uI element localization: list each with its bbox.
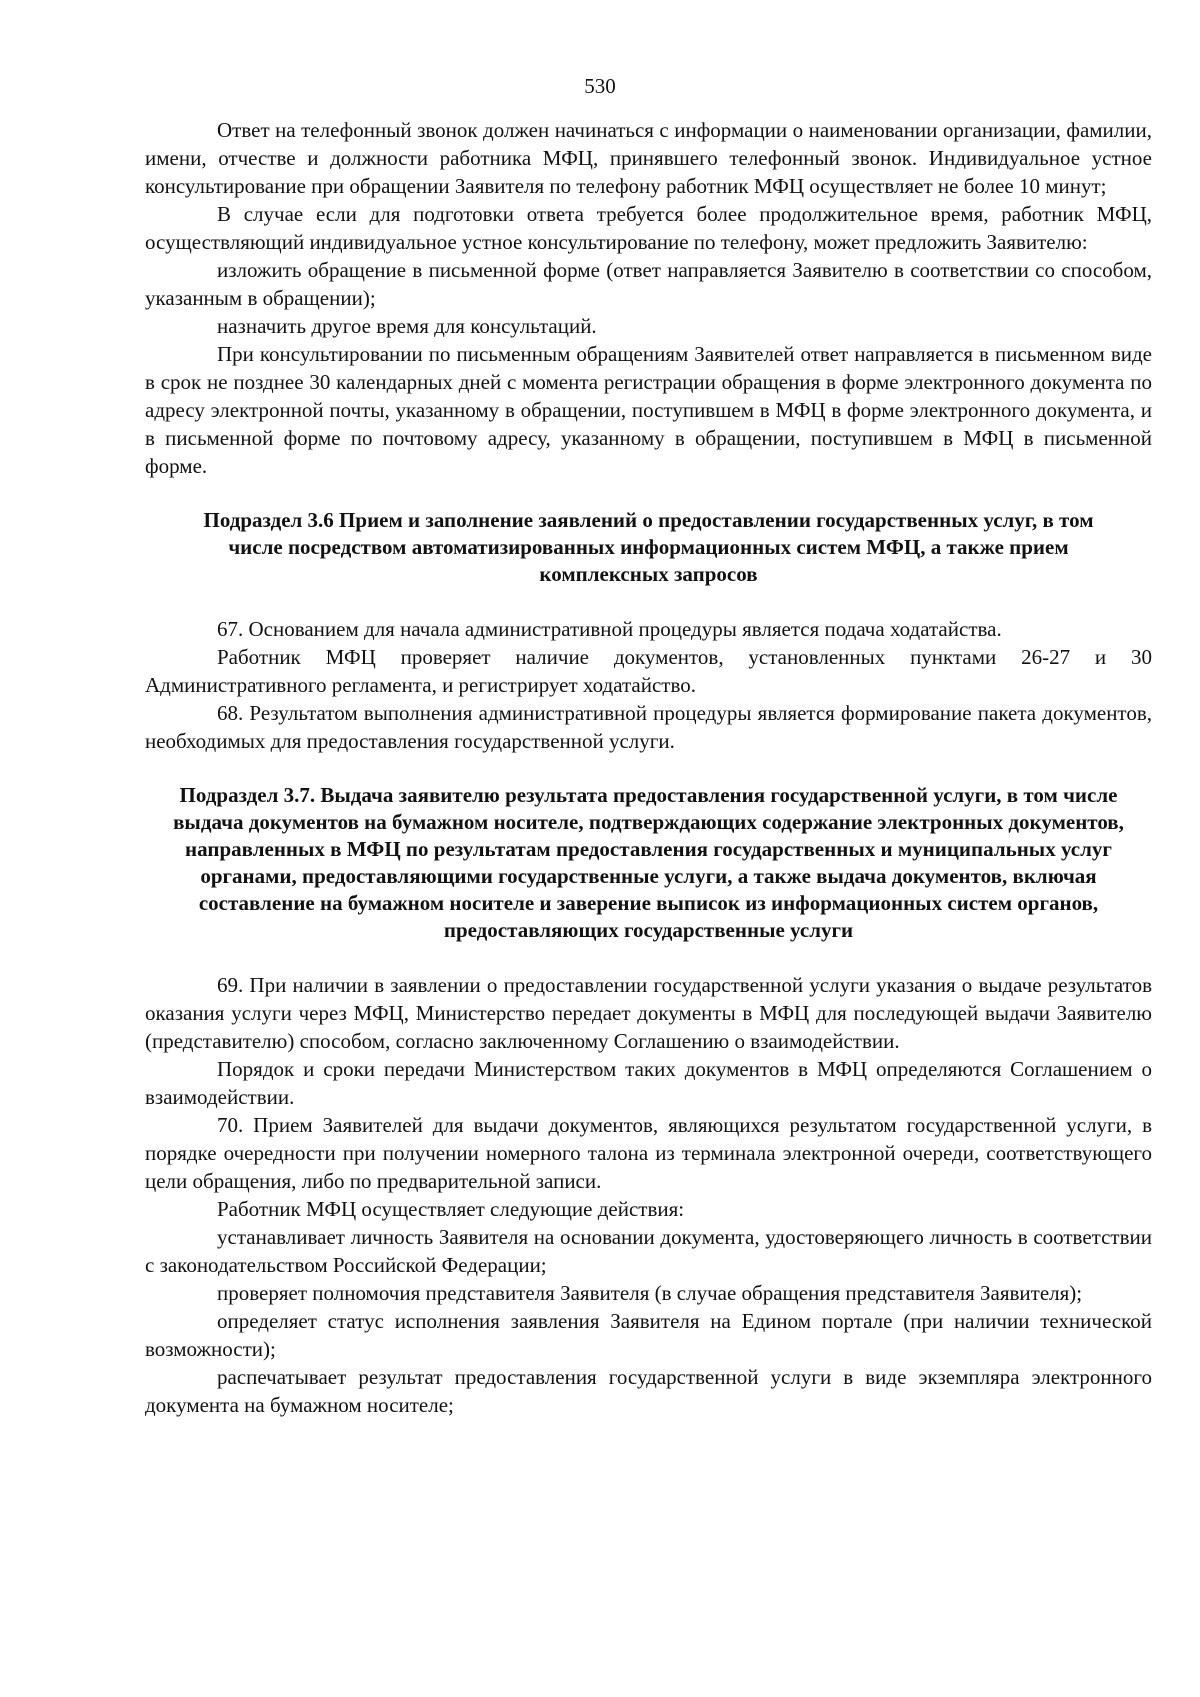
paragraph: При консультировании по письменным обращениям Заявителей ответ направляется в письменном виде в срок не позднее 30 календарных дней с момента регистрации обращения в форме электронного документа по адресу электронной почты, указанному в обращении, поступившем в МФЦ в форме электронного документа, и в письменной форме по почтовому адресу, указанному в обращении, поступившем в МФЦ в письменной форме. [145, 342, 1152, 478]
paragraph: 69. При наличии в заявлении о предоставлении государственной услуги указания о выдаче результатов оказания услуги через МФЦ, Министерство передает документы в МФЦ для последующей выдачи Заявителю (представителю) способом, согласно заключенному Соглашению о взаимодействии. [145, 973, 1152, 1053]
paragraph: определяет статус исполнения заявления Заявителя на Едином портале (при наличии технической возможности); [145, 1309, 1152, 1361]
section-heading: Подраздел 3.7. Выдача заявителю результата предоставления государственной услуги, в том числе выдача документов на бумажном носителе, подтверждающих содержание электронных документов, направленных в МФЦ по результатам предоставления государственных и муниципальных услуг органами, предоставляющими государственные услуги, а также выдача документов, включая составление на бумажном носителе и заверение выписок из информационных систем органов, предоставляющих государственные услуги [173, 783, 1124, 942]
paragraph: изложить обращение в письменной форме (ответ направляется Заявителю в соответствии со способом, указанным в обращении); [145, 258, 1152, 310]
paragraph: 67. Основанием для начала административной процедуры является подача ходатайства. [217, 617, 1002, 641]
spacer [145, 755, 1152, 782]
document-body [145, 116, 1152, 1419]
page-number: 530 [584, 74, 616, 98]
paragraph: В случае если для подготовки ответа требуется более продолжительное время, работник МФЦ, осуществляющий индивидуальное устное консультирование по телефону, может предложить Заявителю: [145, 202, 1152, 254]
section-heading: Подраздел 3.6 Прием и заполнение заявлений о предоставлении государственных услуг, в том числе посредством автоматизированных информационных систем МФЦ, а также прием комплексных запросов [203, 508, 1094, 586]
paragraph: назначить другое время для консультаций. [217, 314, 597, 338]
spacer [145, 588, 1152, 615]
spacer [145, 944, 1152, 971]
paragraph: устанавливает личность Заявителя на основании документа, удостоверяющего личность в соответствии с законодательством Российской Федерации; [145, 1225, 1152, 1277]
paragraph: 70. Прием Заявителей для выдачи документов, являющихся результатом государственной услуги, в порядке очередности при получении номерного талона из терминала электронной очереди, соответствующего цели обращения, либо по предварительной записи. [145, 1113, 1152, 1193]
paragraph: распечатывает результат предоставления государственной услуги в виде экземпляра электронного документа на бумажном носителе; [145, 1365, 1152, 1417]
paragraph: проверяет полномочия представителя Заявителя (в случае обращения представителя Заявителя); [217, 1281, 1083, 1305]
paragraph: Работник МФЦ проверяет наличие документов, установленных пунктами 26-27 и 30 Административного регламента, и регистрирует ходатайство. [145, 645, 1152, 697]
paragraph: 68. Результатом выполнения административной процедуры является формирование пакета документов, необходимых для предоставления государственной услуги. [145, 701, 1152, 753]
paragraph: Порядок и сроки передачи Министерством таких документов в МФЦ определяются Соглашением о взаимодействии. [145, 1057, 1152, 1109]
spacer [145, 480, 1152, 507]
paragraph: Ответ на телефонный звонок должен начинаться с информации о наименовании организации, фамилии, имени, отчестве и должности работника МФЦ, принявшего телефонный звонок. Индивидуальное устное консультирование при обращении Заявителя по телефону работник МФЦ осуществляет не более 10 минут; [145, 118, 1152, 198]
paragraph: Работник МФЦ осуществляет следующие действия: [217, 1197, 685, 1221]
